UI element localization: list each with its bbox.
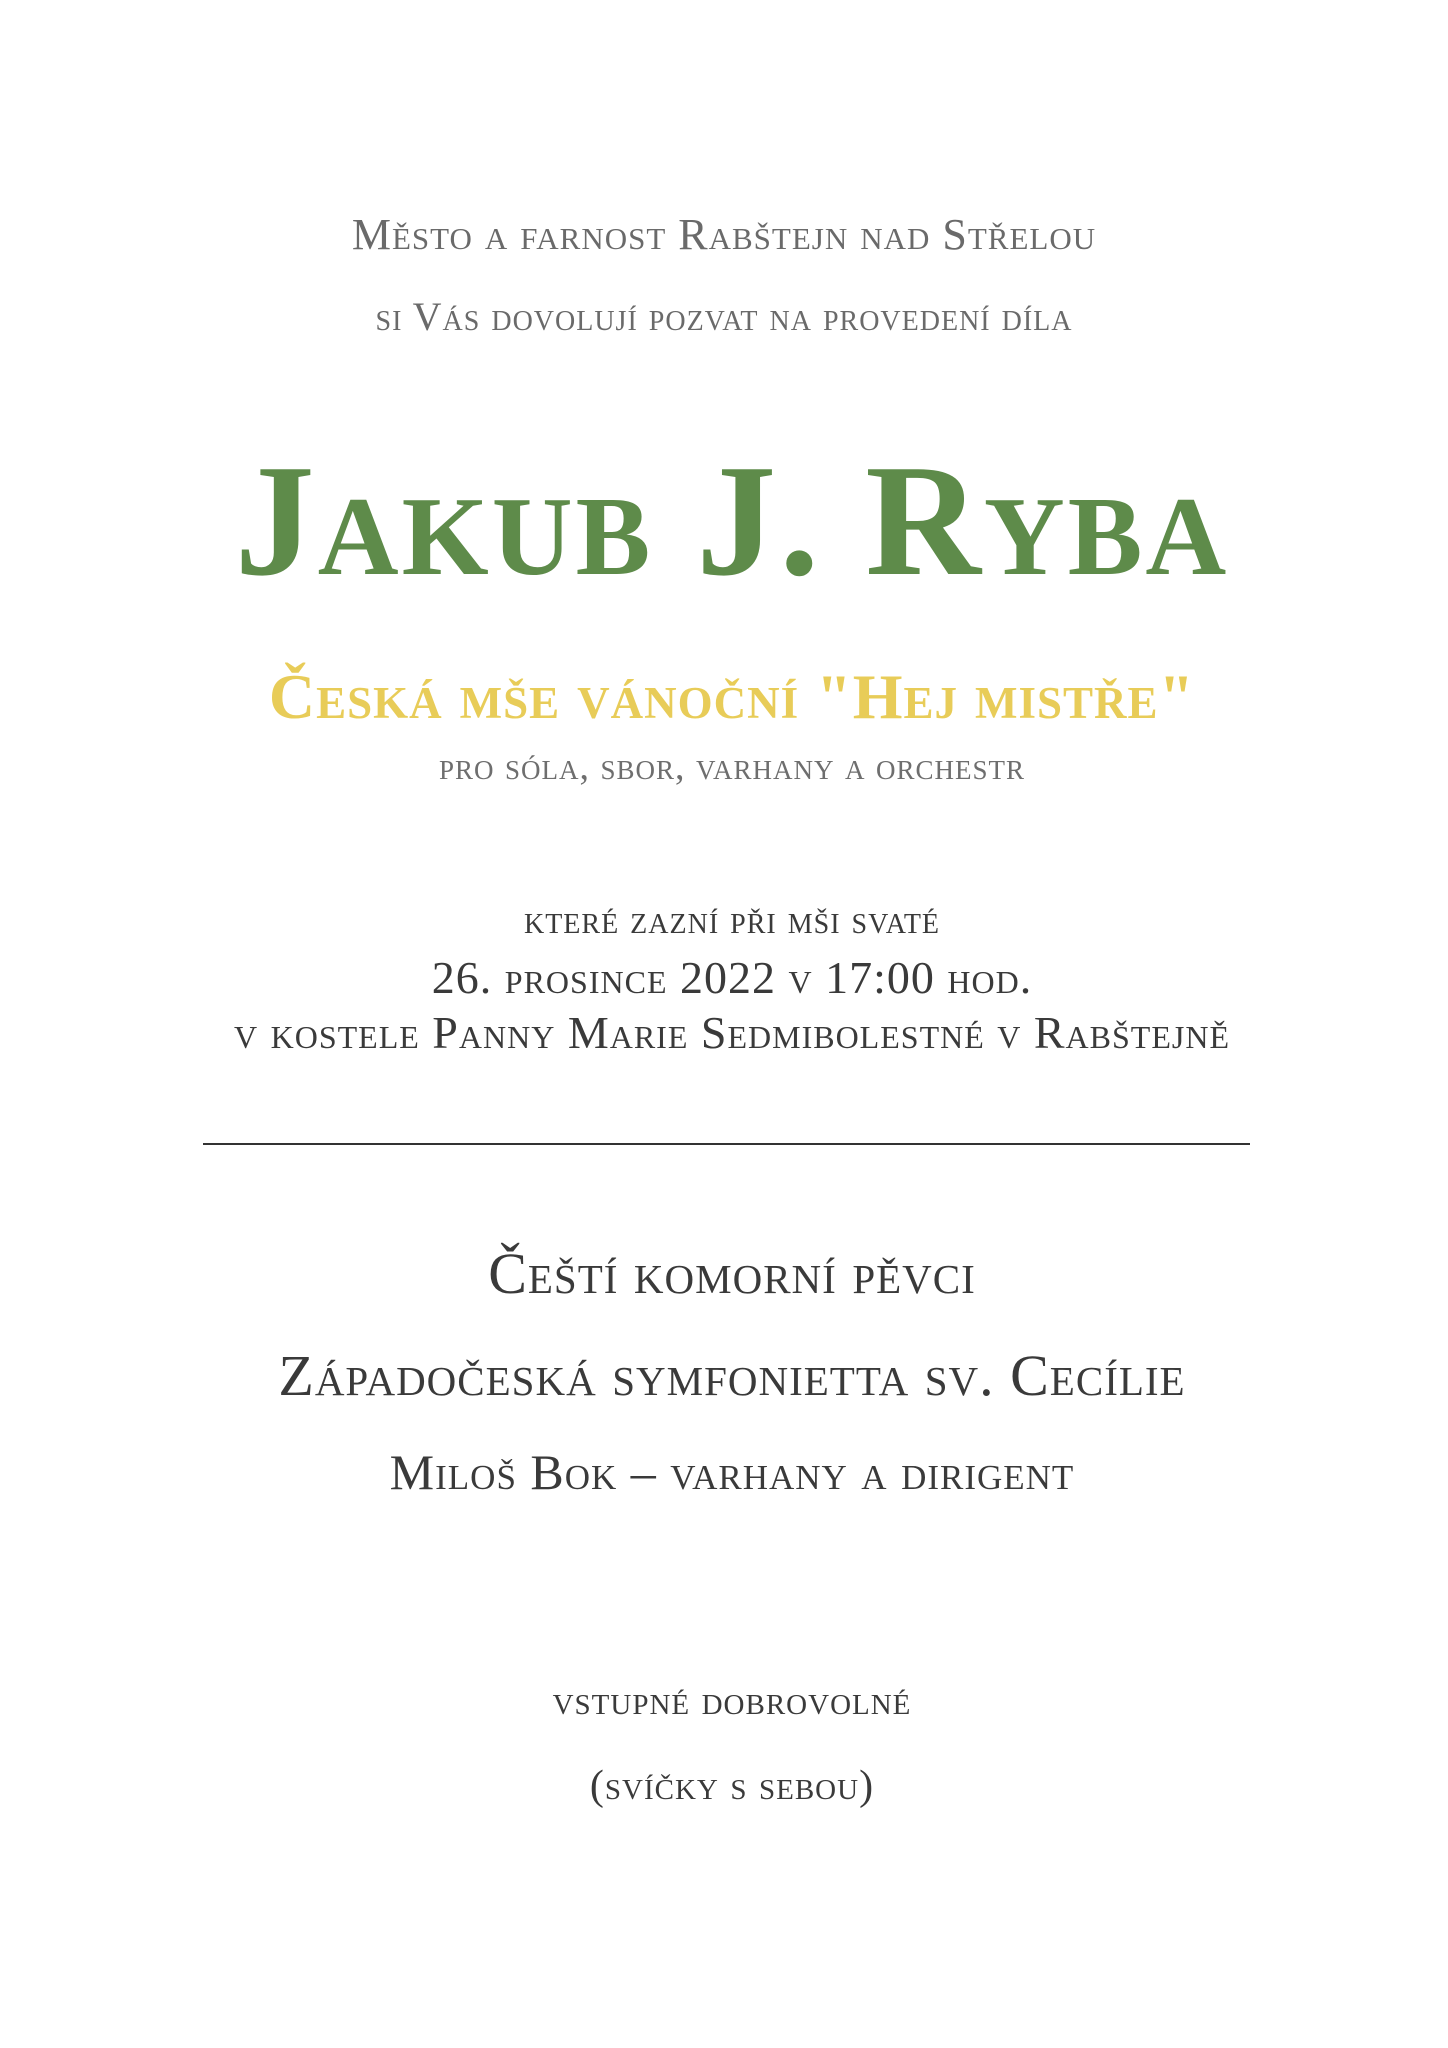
candles-note: (svíčky s sebou) — [589, 1763, 875, 1809]
performer-conductor: Miloš Bok – varhany a dirigent — [389, 1444, 1075, 1500]
performer-orchestra: Západočeská symfonietta sv. Cecílie — [278, 1343, 1186, 1408]
event-datetime: 26. prosince 2022 v 17:00 hod. — [431, 952, 1033, 1003]
event-intro: které zazní při mši svaté — [523, 897, 941, 942]
event-venue: v kostele Panny Marie Sedmibolestné v Rabštejně — [233, 1007, 1231, 1058]
invite-line: si Vás dovolují pozvat na provedení díla — [375, 294, 1073, 339]
divider — [203, 1143, 1250, 1145]
host-line: Město a farnost Rabštejn nad Střelou — [351, 210, 1097, 259]
composer-name: Jakub J. Ryba — [234, 431, 1230, 609]
work-subtitle: pro sóla, sbor, varhany a orchestr — [438, 746, 1026, 788]
work-title: Česká mše vánoční "Hej mistře" — [268, 661, 1196, 732]
admission-info: vstupné dobrovolné — [552, 1678, 912, 1724]
performer-choir: Čeští komorní pěvci — [488, 1241, 976, 1306]
